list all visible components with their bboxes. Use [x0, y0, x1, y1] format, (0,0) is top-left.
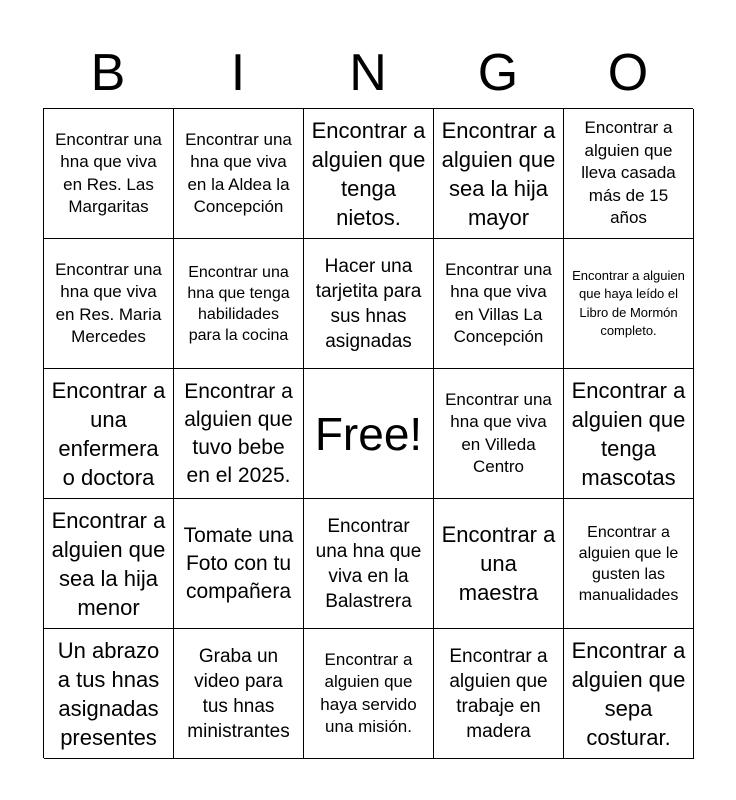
cell-text: Encontrar a alguien que sea la hija mayor: [441, 117, 556, 230]
bingo-cell-r3c5[interactable]: [564, 369, 694, 499]
bingo-cell-r5c2[interactable]: [174, 629, 304, 759]
bingo-cell-r2c2[interactable]: [174, 239, 304, 369]
cell-text: Encontrar una hna que tenga habilidades para la cocina: [187, 263, 290, 344]
bingo-cell-r4c1[interactable]: [44, 499, 174, 629]
cell-text: Encontrar una hna que viva en Villas La Concepción: [445, 259, 552, 346]
bingo-cell-r4c4[interactable]: [434, 499, 564, 629]
bingo-cell-r3c2[interactable]: [174, 369, 304, 499]
cell-text: Encontrar a alguien que tenga nietos.: [311, 117, 426, 230]
cell-text: Encontrar a alguien que tuvo bebe en el 2025.: [184, 379, 293, 487]
bingo-cell-r1c3[interactable]: [304, 109, 434, 239]
cell-text: Encontrar una hna que viva en Villeda Centro: [445, 389, 552, 476]
bingo-cell-r4c2[interactable]: [174, 499, 304, 629]
bingo-cell-r2c3[interactable]: [304, 239, 434, 369]
cell-text: Encontrar a alguien que tenga mascotas: [571, 377, 686, 490]
cell-text: Encontrar a alguien que sea la hija menor: [51, 507, 166, 620]
bingo-cell-r5c3[interactable]: [304, 629, 434, 759]
free-space-text: Free!: [314, 407, 423, 460]
bingo-cell-r1c4[interactable]: [434, 109, 564, 239]
header-letter-o: O: [607, 44, 649, 102]
cell-text: Encontrar una hna que viva en Res. Las Margaritas: [55, 129, 162, 216]
bingo-cell-r2c4[interactable]: [434, 239, 564, 369]
bingo-header: [43, 38, 693, 108]
bingo-cell-r1c2[interactable]: [174, 109, 304, 239]
bingo-cell-r5c5[interactable]: [564, 629, 694, 759]
cell-text: Encontrar a alguien que haya leído el Libro de Mormón completo.: [572, 267, 685, 338]
cell-text: Hacer una tarjetita para sus hnas asignadas: [315, 255, 422, 352]
header-letter-n: N: [349, 44, 387, 102]
bingo-cell-free[interactable]: [304, 369, 434, 499]
bingo-cell-r2c5[interactable]: [564, 239, 694, 369]
bingo-cell-r1c5[interactable]: [564, 109, 694, 239]
cell-text: Encontrar a alguien que sepa costurar.: [571, 637, 686, 750]
bingo-cell-r1c1[interactable]: [44, 109, 174, 239]
header-letter-g: G: [477, 44, 519, 102]
bingo-cell-r3c1[interactable]: [44, 369, 174, 499]
header-letter-b: B: [90, 44, 126, 102]
cell-text: Encontrar a alguien que trabaje en madera: [449, 645, 548, 742]
cell-text: Graba un video para tus hnas ministrantes: [187, 645, 290, 742]
bingo-cell-r4c5[interactable]: [564, 499, 694, 629]
cell-text: Encontrar a una enfermera o doctora: [51, 377, 166, 490]
bingo-cell-r4c3[interactable]: [304, 499, 434, 629]
cell-text: Un abrazo a tus hnas asignadas presentes: [57, 637, 160, 750]
header-letter-i: I: [230, 44, 246, 102]
cell-text: Encontrar una hna que viva en Res. Maria Mercedes: [55, 259, 162, 346]
cell-text: Encontrar a alguien que le gusten las manualidades: [578, 523, 679, 604]
cell-text: Encontrar a alguien que haya servido una misión.: [320, 649, 417, 736]
cell-text: Encontrar a alguien que lleva casada más de 15 años: [581, 118, 676, 228]
bingo-cell-r5c4[interactable]: [434, 629, 564, 759]
cell-text: Encontrar a una maestra: [441, 522, 556, 605]
bingo-cell-r2c1[interactable]: [44, 239, 174, 369]
bingo-grid: [43, 108, 693, 758]
cell-text: Encontrar una hna que viva en la Balastrera: [315, 515, 422, 612]
cell-text: Tomate una Foto con tu compañera: [183, 523, 294, 603]
bingo-cell-r5c1[interactable]: [44, 629, 174, 759]
cell-text: Encontrar una hna que viva en la Aldea la Concepción: [185, 129, 292, 216]
bingo-cell-r3c4[interactable]: [434, 369, 564, 499]
